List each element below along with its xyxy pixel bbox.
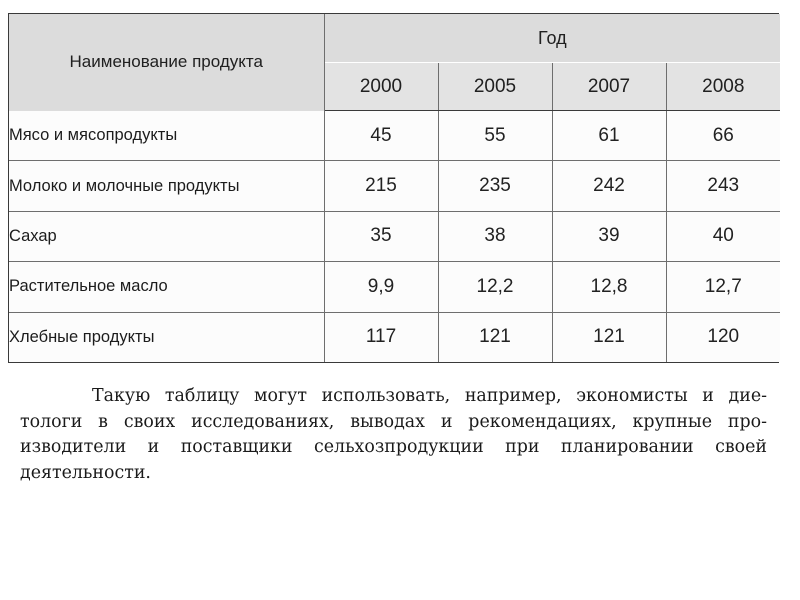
value-cell: 121 (438, 312, 552, 362)
value-cell: 45 (324, 111, 438, 161)
paragraph-line: тологи в своих исследованиях, выводах и рекомендациях, крупные про- (20, 411, 767, 432)
product-name-cell: Растительное масло (9, 262, 324, 312)
consumption-table-frame (8, 13, 779, 363)
product-name-column-header: Наименование продукта (9, 14, 324, 111)
value-cell: 120 (666, 312, 780, 362)
table-row (9, 262, 780, 312)
year-group-header: Год (324, 14, 780, 63)
table-body (9, 111, 780, 363)
consumption-table (9, 14, 780, 362)
header-row-top (9, 14, 780, 63)
product-name-cell: Хлебные продукты (9, 312, 324, 362)
year-header: 2007 (552, 63, 666, 111)
value-cell: 55 (438, 111, 552, 161)
value-cell: 35 (324, 211, 438, 261)
year-header: 2008 (666, 63, 780, 111)
value-cell: 243 (666, 161, 780, 211)
table-row (9, 161, 780, 211)
value-cell: 39 (552, 211, 666, 261)
value-cell: 215 (324, 161, 438, 211)
value-cell: 12,8 (552, 262, 666, 312)
paragraph-line: деятельности. (20, 462, 151, 483)
table-row (9, 211, 780, 261)
value-cell: 12,2 (438, 262, 552, 312)
value-cell: 121 (552, 312, 666, 362)
year-header: 2005 (438, 63, 552, 111)
product-name-cell: Сахар (9, 211, 324, 261)
product-name-cell: Молоко и молочные продукты (9, 161, 324, 211)
year-header: 2000 (324, 63, 438, 111)
value-cell: 66 (666, 111, 780, 161)
paragraph-line: Такую таблицу могут использовать, например, экономисты и дие- (92, 386, 767, 406)
table-row (9, 111, 780, 161)
value-cell: 9,9 (324, 262, 438, 312)
paragraph-line: изводители и поставщики сельхозпродукции при планировании своей (20, 437, 767, 458)
value-cell: 117 (324, 312, 438, 362)
table-row (9, 312, 780, 362)
value-cell: 40 (666, 211, 780, 261)
table-header (9, 14, 780, 111)
value-cell: 235 (438, 161, 552, 211)
value-cell: 12,7 (666, 262, 780, 312)
value-cell: 242 (552, 161, 666, 211)
product-name-cell: Мясо и мясопродукты (9, 111, 324, 161)
value-cell: 61 (552, 111, 666, 161)
value-cell: 38 (438, 211, 552, 261)
explanatory-paragraph (20, 384, 767, 486)
